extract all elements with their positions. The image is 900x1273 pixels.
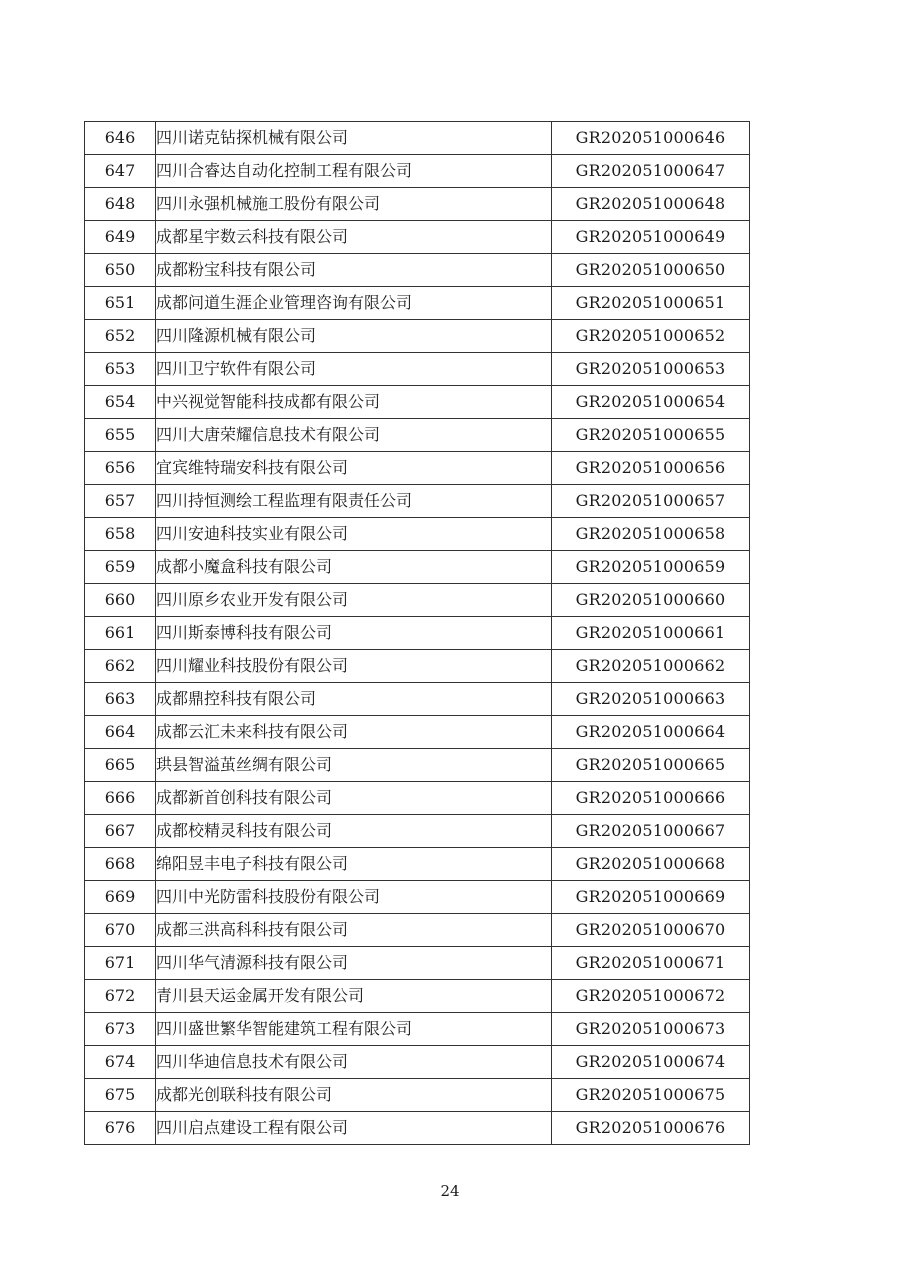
certificate-code: GR202051000671: [552, 947, 750, 980]
table-row: [85, 617, 750, 650]
table-row: [85, 749, 750, 782]
table-row: [85, 980, 750, 1013]
row-number: 667: [85, 815, 156, 848]
company-name: 绵阳昱丰电子科技有限公司: [156, 848, 552, 881]
table-row: [85, 782, 750, 815]
row-number: 655: [85, 419, 156, 452]
row-number: 651: [85, 287, 156, 320]
table-row: [85, 914, 750, 947]
company-name: 成都校精灵科技有限公司: [156, 815, 552, 848]
company-name: 四川中光防雷科技股份有限公司: [156, 881, 552, 914]
company-name: 四川大唐荣耀信息技术有限公司: [156, 419, 552, 452]
table-row: [85, 650, 750, 683]
table-row: [85, 353, 750, 386]
table-row: [85, 419, 750, 452]
table-row: [85, 320, 750, 353]
certificate-code: GR202051000675: [552, 1079, 750, 1112]
certificate-code: GR202051000656: [552, 452, 750, 485]
certificate-code: GR202051000660: [552, 584, 750, 617]
certificate-code: GR202051000649: [552, 221, 750, 254]
table-row: [85, 287, 750, 320]
row-number: 648: [85, 188, 156, 221]
table-row: [85, 386, 750, 419]
company-name: 四川持恒测绘工程监理有限责任公司: [156, 485, 552, 518]
company-name: 四川合睿达自动化控制工程有限公司: [156, 155, 552, 188]
row-number: 646: [85, 122, 156, 155]
table-row: [85, 1013, 750, 1046]
table-row: [85, 155, 750, 188]
certificate-code: GR202051000661: [552, 617, 750, 650]
row-number: 665: [85, 749, 156, 782]
table-row: [85, 1112, 750, 1145]
row-number: 674: [85, 1046, 156, 1079]
certificate-code: GR202051000664: [552, 716, 750, 749]
certificate-code: GR202051000676: [552, 1112, 750, 1145]
certificate-code: GR202051000667: [552, 815, 750, 848]
row-number: 675: [85, 1079, 156, 1112]
table-row: [85, 683, 750, 716]
certificate-code: GR202051000651: [552, 287, 750, 320]
company-name: 四川启点建设工程有限公司: [156, 1112, 552, 1145]
company-name: 四川华迪信息技术有限公司: [156, 1046, 552, 1079]
row-number: 673: [85, 1013, 156, 1046]
certificate-code: GR202051000665: [552, 749, 750, 782]
row-number: 669: [85, 881, 156, 914]
row-number: 676: [85, 1112, 156, 1145]
company-name: 四川斯泰博科技有限公司: [156, 617, 552, 650]
certificate-code: GR202051000647: [552, 155, 750, 188]
certificate-code: GR202051000648: [552, 188, 750, 221]
row-number: 664: [85, 716, 156, 749]
company-name: 四川隆源机械有限公司: [156, 320, 552, 353]
table-row: [85, 221, 750, 254]
company-name: 成都小魔盒科技有限公司: [156, 551, 552, 584]
certificate-code: GR202051000669: [552, 881, 750, 914]
table-row: [85, 518, 750, 551]
certificate-code: GR202051000662: [552, 650, 750, 683]
certificate-code: GR202051000668: [552, 848, 750, 881]
certificate-code: GR202051000674: [552, 1046, 750, 1079]
certificate-code: GR202051000652: [552, 320, 750, 353]
company-name: 四川永强机械施工股份有限公司: [156, 188, 552, 221]
certificate-code: GR202051000663: [552, 683, 750, 716]
company-name: 四川华气清源科技有限公司: [156, 947, 552, 980]
company-name: 成都星宇数云科技有限公司: [156, 221, 552, 254]
table-row: [85, 1046, 750, 1079]
certificate-code: GR202051000670: [552, 914, 750, 947]
table-row: [85, 584, 750, 617]
company-name: 四川安迪科技实业有限公司: [156, 518, 552, 551]
certificate-code: GR202051000646: [552, 122, 750, 155]
table-row: [85, 485, 750, 518]
certificate-code: GR202051000655: [552, 419, 750, 452]
company-table-body: [85, 122, 750, 1145]
certificate-code: GR202051000657: [552, 485, 750, 518]
company-name: 宜宾维特瑞安科技有限公司: [156, 452, 552, 485]
company-name: 成都光创联科技有限公司: [156, 1079, 552, 1112]
certificate-code: GR202051000650: [552, 254, 750, 287]
company-name: 成都新首创科技有限公司: [156, 782, 552, 815]
table-row: [85, 1079, 750, 1112]
company-name: 珙县智溢茧丝绸有限公司: [156, 749, 552, 782]
table-row: [85, 947, 750, 980]
row-number: 657: [85, 485, 156, 518]
certificate-code: GR202051000666: [552, 782, 750, 815]
row-number: 659: [85, 551, 156, 584]
row-number: 654: [85, 386, 156, 419]
company-name: 成都云汇未来科技有限公司: [156, 716, 552, 749]
table-row: [85, 848, 750, 881]
table-row: [85, 254, 750, 287]
page-number: 24: [440, 1182, 460, 1200]
table-row: [85, 188, 750, 221]
row-number: 666: [85, 782, 156, 815]
company-name: 成都三洪高科科技有限公司: [156, 914, 552, 947]
table-row: [85, 881, 750, 914]
company-name: 四川盛世繁华智能建筑工程有限公司: [156, 1013, 552, 1046]
company-name: 成都粉宝科技有限公司: [156, 254, 552, 287]
company-table: [84, 121, 750, 1145]
row-number: 663: [85, 683, 156, 716]
certificate-code: GR202051000654: [552, 386, 750, 419]
row-number: 661: [85, 617, 156, 650]
row-number: 672: [85, 980, 156, 1013]
table-row: [85, 122, 750, 155]
row-number: 670: [85, 914, 156, 947]
company-name: 四川诺克钻探机械有限公司: [156, 122, 552, 155]
company-name: 四川耀业科技股份有限公司: [156, 650, 552, 683]
certificate-code: GR202051000659: [552, 551, 750, 584]
certificate-code: GR202051000658: [552, 518, 750, 551]
company-name: 青川县天运金属开发有限公司: [156, 980, 552, 1013]
table-row: [85, 815, 750, 848]
row-number: 658: [85, 518, 156, 551]
company-name: 成都鼎控科技有限公司: [156, 683, 552, 716]
row-number: 647: [85, 155, 156, 188]
table-row: [85, 716, 750, 749]
company-name: 成都问道生涯企业管理咨询有限公司: [156, 287, 552, 320]
row-number: 650: [85, 254, 156, 287]
row-number: 653: [85, 353, 156, 386]
table-row: [85, 452, 750, 485]
certificate-code: GR202051000673: [552, 1013, 750, 1046]
company-name: 四川原乡农业开发有限公司: [156, 584, 552, 617]
row-number: 656: [85, 452, 156, 485]
row-number: 652: [85, 320, 156, 353]
row-number: 662: [85, 650, 156, 683]
row-number: 668: [85, 848, 156, 881]
row-number: 671: [85, 947, 156, 980]
table-row: [85, 551, 750, 584]
company-name: 四川卫宁软件有限公司: [156, 353, 552, 386]
certificate-code: GR202051000672: [552, 980, 750, 1013]
company-name: 中兴视觉智能科技成都有限公司: [156, 386, 552, 419]
certificate-code: GR202051000653: [552, 353, 750, 386]
row-number: 660: [85, 584, 156, 617]
row-number: 649: [85, 221, 156, 254]
